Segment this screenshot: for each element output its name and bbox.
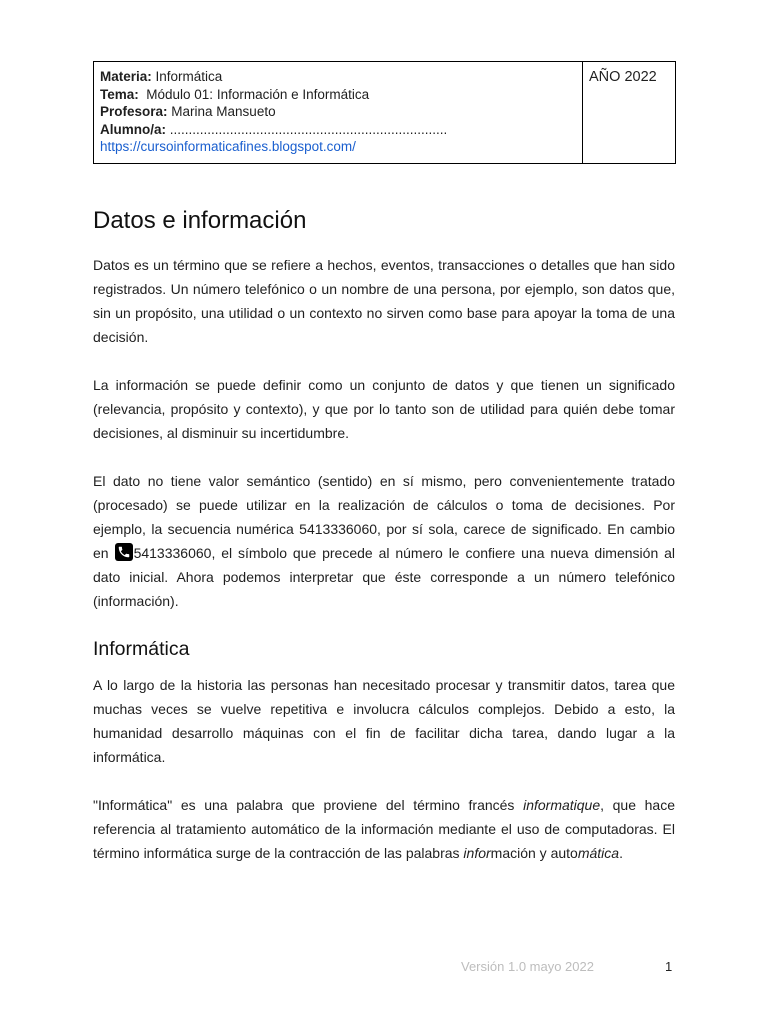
profesora-label: Profesora:	[100, 104, 168, 119]
paragraph-informatica-2-part-c: mación y auto	[490, 845, 578, 861]
page-number: 1	[665, 959, 673, 974]
materia-value: Informática	[151, 69, 223, 84]
alumno-value: ..........................................................................	[166, 121, 448, 137]
profesora-value: Marina Mansueto	[167, 104, 276, 119]
paragraph-informatica-1: A lo largo de la historia las personas han necesitado procesar y transmitir datos, tarea que muchas veces se vuelve repetitiva e involucra cálculos complejos. Debido a esto, la humanidad desarrollo máquinas con el fin de facilitar dicha tarea, dando lugar a la informática.	[93, 677, 675, 765]
paragraph-informatica-2-part-b: , que hace referencia al tratamiento automático de la información mediante el uso de computadoras. El término informática surge de la contracción de las palabras	[93, 797, 675, 861]
blog-link[interactable]: https://cursoinformaticafines.blogspot.com/	[100, 139, 356, 154]
term-informatique: informatique	[523, 797, 601, 813]
section-title-informatica: Informática	[93, 638, 190, 660]
footer-version: Versión 1.0 mayo 2022	[461, 959, 594, 974]
paragraph-informatica-2-part-d: .	[619, 845, 623, 861]
year-label: AÑO 2022	[589, 69, 657, 85]
paragraph-informatica-2-part-a: "Informática" es una palabra que proviene del término francés	[93, 797, 524, 813]
paragraph-datos-2: La información se puede definir como un conjunto de datos y que tienen un significado (relevancia, propósito y contexto), y que por lo tanto son de utilidad para quién debe tomar decisiones, al disminuir su incertidumbre.	[93, 377, 675, 441]
paragraph-datos-3	[93, 469, 675, 613]
profesora-line	[100, 103, 576, 121]
term-infor: infor	[463, 845, 491, 861]
tema-value: Módulo 01: Información e Informática	[138, 86, 370, 102]
header-info-cell	[94, 62, 583, 164]
paragraph-datos-3-start: El dato no tiene valor semántico (sentido) en sí mismo, pero convenientemente tratado (procesado) se puede utilizar en la realización de cálculos o toma de decisiones. Por ejemplo, la secuencia numérica 5413336060, por sí sola, carece de significado. En cambio en	[93, 473, 675, 561]
materia-line	[100, 68, 576, 86]
materia-label: Materia:	[100, 69, 152, 84]
tema-label: Tema:	[100, 86, 139, 102]
tema-line	[100, 86, 576, 104]
alumno-label: Alumno/a:	[100, 121, 166, 137]
paragraph-datos-1: Datos es un término que se refiere a hechos, eventos, transacciones o detalles que han sido registrados. Un número telefónico o un nombre de una persona, por ejemplo, son datos que, sin un propósito, una utilidad o un contexto no sirven como base para apoyar la toma de una decisión.	[93, 257, 675, 345]
phone-icon	[115, 543, 133, 561]
section-title-datos: Datos e información	[93, 207, 307, 234]
header-table	[93, 61, 676, 164]
alumno-line	[100, 121, 576, 139]
header-year-cell	[583, 62, 676, 164]
paragraph-datos-3-end: 5413336060, el símbolo que precede al número le confiere una nueva dimensión al dato inicial. Ahora podemos interpretar que éste corresponde a un número telefónico (información).	[93, 545, 675, 609]
paragraph-informatica-2	[93, 793, 675, 865]
term-matica: mática	[577, 845, 620, 861]
document-body	[93, 204, 675, 865]
